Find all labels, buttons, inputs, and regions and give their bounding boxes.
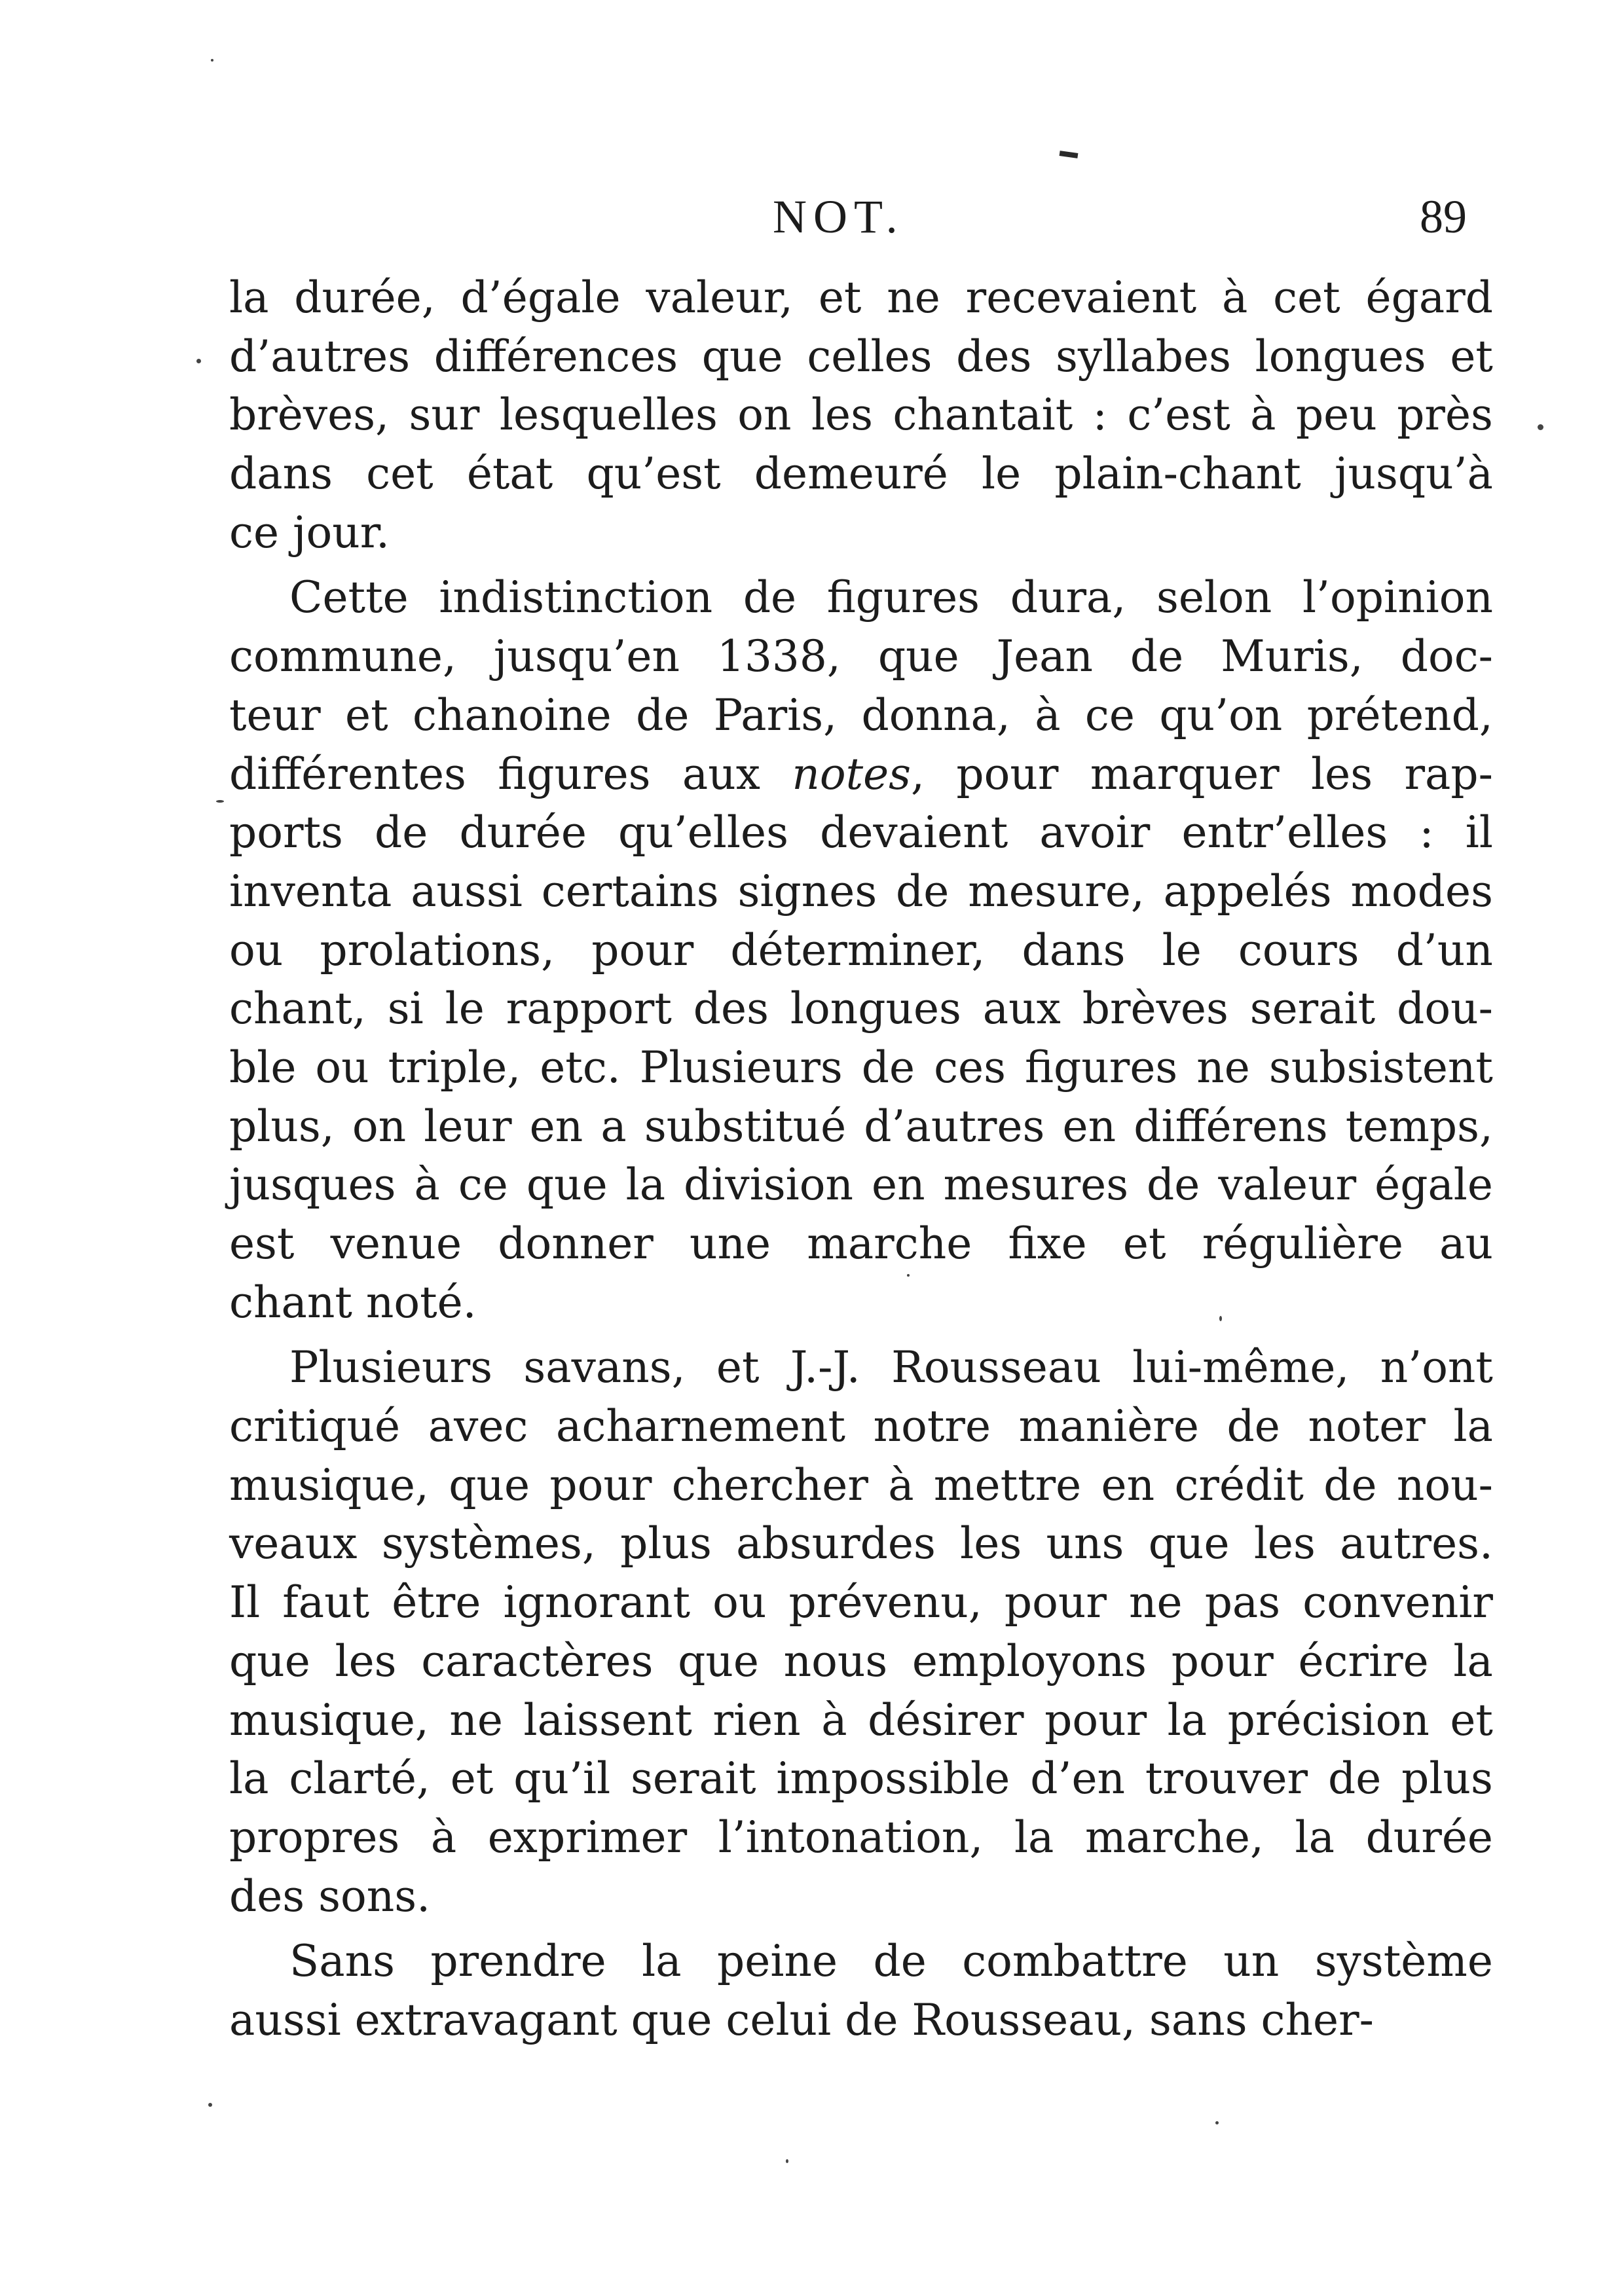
text-line xyxy=(229,1397,1493,1456)
text-line xyxy=(229,1573,1493,1632)
word: chant, xyxy=(229,983,366,1034)
word: plus xyxy=(1401,1753,1493,1804)
word: et xyxy=(1450,1694,1493,1745)
word: propres xyxy=(229,1812,400,1863)
word: la xyxy=(1014,1812,1054,1863)
word: doc- xyxy=(1400,631,1493,682)
word: de xyxy=(896,866,950,917)
word: le xyxy=(1162,924,1202,975)
word: dou- xyxy=(1397,983,1493,1034)
paper-speck xyxy=(786,2159,788,2163)
word: cet xyxy=(366,448,434,500)
word: chantait xyxy=(893,390,1073,441)
word: désirer xyxy=(868,1694,1024,1745)
word: serait xyxy=(631,1753,756,1804)
word: certains xyxy=(541,866,719,917)
word: et xyxy=(818,272,862,323)
word: l’intonation, xyxy=(718,1812,984,1863)
word: l’opinion xyxy=(1302,572,1493,623)
word: d’autres xyxy=(229,331,411,382)
word: ou xyxy=(315,1042,369,1093)
text-line xyxy=(229,803,1493,862)
word: à xyxy=(888,1459,914,1510)
text-line xyxy=(229,327,1493,386)
word: devaient xyxy=(820,807,1008,858)
word: brèves xyxy=(1082,983,1228,1034)
word: caractères xyxy=(421,1635,654,1686)
word: trouver xyxy=(1145,1753,1308,1804)
paper-speck xyxy=(211,59,213,62)
word: est xyxy=(229,1218,295,1269)
text-line xyxy=(229,1514,1493,1573)
word: brèves, xyxy=(229,390,390,441)
word: la xyxy=(1295,1812,1335,1863)
word: que xyxy=(678,1635,759,1686)
word: et xyxy=(1122,1218,1166,1269)
word: la xyxy=(642,1936,682,1987)
word: il xyxy=(1465,807,1493,858)
word: que xyxy=(449,1459,530,1510)
word: inventa xyxy=(229,866,392,917)
text-line xyxy=(229,1156,1493,1214)
word: Muris, xyxy=(1221,631,1363,682)
word: différens xyxy=(1134,1101,1328,1152)
text-line xyxy=(229,1808,1493,1867)
word: que xyxy=(229,1635,310,1686)
word: chanoine xyxy=(412,689,612,740)
text-line xyxy=(229,1097,1493,1156)
word: mesure, xyxy=(968,866,1145,917)
word: ces xyxy=(934,1042,1006,1093)
word: la xyxy=(1453,1635,1493,1686)
paper-speck xyxy=(208,2103,212,2107)
word: impossible xyxy=(776,1753,1010,1804)
word: si xyxy=(387,983,424,1034)
word: différences xyxy=(434,331,678,382)
paper-speck xyxy=(1538,424,1543,430)
word: de xyxy=(1130,631,1184,682)
word: venue xyxy=(330,1218,462,1269)
word: Sans xyxy=(289,1936,395,1987)
word: musique, xyxy=(229,1459,429,1510)
text-line xyxy=(229,1632,1493,1691)
word: de xyxy=(861,1042,915,1093)
word: nou- xyxy=(1396,1459,1493,1510)
word: fixe xyxy=(1008,1218,1087,1269)
word: combattre xyxy=(962,1936,1188,1987)
text-line xyxy=(229,1932,1493,1991)
word: division xyxy=(684,1159,854,1211)
word: indistinction xyxy=(439,572,713,623)
word: systèmes, xyxy=(381,1518,596,1569)
word: dura, xyxy=(1010,572,1126,623)
word: entr’elles xyxy=(1181,807,1388,858)
word: c’est xyxy=(1127,390,1230,441)
word: pour xyxy=(1044,1694,1147,1745)
word: que xyxy=(1148,1518,1230,1569)
paper-speck xyxy=(907,1274,910,1277)
word: des xyxy=(956,331,1032,382)
word: leur xyxy=(424,1101,512,1152)
word: : xyxy=(1092,390,1107,441)
text-line xyxy=(229,568,1493,627)
word: écrire xyxy=(1298,1635,1429,1686)
word: commune, xyxy=(229,631,456,682)
word: ce xyxy=(458,1159,508,1211)
word: ne xyxy=(887,272,940,323)
text-line xyxy=(229,386,1493,445)
word: pour xyxy=(1171,1635,1274,1686)
word: donna, xyxy=(861,689,1010,740)
word: un xyxy=(1223,1936,1280,1987)
word: Jean xyxy=(996,631,1093,682)
word: 1338, xyxy=(716,631,841,682)
word: de xyxy=(1323,1459,1377,1510)
text-line xyxy=(229,1214,1493,1273)
word: d’en xyxy=(1030,1753,1126,1804)
word: rien xyxy=(712,1694,801,1745)
paragraph-gap xyxy=(229,562,1493,568)
word: lesquelles xyxy=(499,390,718,441)
word: les xyxy=(1253,1518,1316,1569)
word: cet xyxy=(1273,272,1340,323)
word: sur xyxy=(409,390,480,441)
word: prendre xyxy=(430,1936,606,1987)
word: dans xyxy=(229,448,333,500)
text-line xyxy=(229,627,1493,686)
text-line xyxy=(229,1338,1493,1397)
word: de xyxy=(1227,1401,1280,1452)
word: figures xyxy=(498,748,651,799)
word: des xyxy=(693,983,769,1034)
word: qu’est xyxy=(586,448,721,500)
word: Plusieurs xyxy=(639,1042,843,1093)
word: ne xyxy=(1196,1042,1250,1093)
word: on xyxy=(352,1101,407,1152)
word: durée xyxy=(459,807,587,858)
paper-speck xyxy=(1215,2121,1219,2124)
word: de xyxy=(873,1936,927,1987)
word: dans xyxy=(1022,924,1126,975)
word: avec xyxy=(428,1401,528,1452)
word: à xyxy=(1035,689,1061,740)
word: et xyxy=(716,1342,760,1393)
word: à xyxy=(430,1812,457,1863)
word: valeur, xyxy=(646,272,794,323)
word: autres. xyxy=(1340,1518,1493,1569)
word: absurdes xyxy=(736,1518,936,1569)
text-line: chant noté. xyxy=(229,1277,477,1328)
word: aux xyxy=(682,748,760,799)
text-line xyxy=(229,1691,1493,1750)
text-line xyxy=(229,268,1493,327)
paper-speck xyxy=(196,359,201,363)
word: laissent xyxy=(523,1694,692,1745)
word: en xyxy=(872,1159,925,1211)
word: état xyxy=(466,448,553,500)
word: ne xyxy=(449,1694,503,1745)
word: une xyxy=(690,1218,771,1269)
word: marche xyxy=(807,1218,972,1269)
word: faut xyxy=(282,1577,370,1628)
word: de xyxy=(743,572,797,623)
word: que xyxy=(701,331,783,382)
word: la xyxy=(1167,1694,1208,1745)
word: la xyxy=(229,272,269,323)
word: etc. xyxy=(540,1042,621,1093)
paper-speck xyxy=(1219,1316,1222,1321)
word: marquer xyxy=(1090,748,1280,799)
text-line xyxy=(229,445,1493,503)
word: plus, xyxy=(229,1101,335,1152)
word: figures xyxy=(826,572,980,623)
word: en xyxy=(1101,1459,1155,1510)
word: la xyxy=(625,1159,666,1211)
word: manière xyxy=(1018,1401,1199,1452)
word: longues xyxy=(790,983,961,1034)
word: celles xyxy=(807,331,932,382)
word: Rousseau xyxy=(891,1342,1101,1393)
word: ne xyxy=(1129,1577,1183,1628)
word: appelés xyxy=(1163,866,1332,917)
word: Il xyxy=(229,1577,261,1628)
word: clarté, xyxy=(289,1753,430,1804)
word: qu’elles xyxy=(618,807,788,858)
word: figures xyxy=(1025,1042,1178,1093)
word: de xyxy=(636,689,690,740)
word: aux xyxy=(982,983,1061,1034)
word: acharnement xyxy=(556,1401,845,1452)
word: prolations, xyxy=(320,924,555,975)
word: être xyxy=(392,1577,481,1628)
word: exprimer xyxy=(487,1812,688,1863)
word: différentes xyxy=(229,748,466,799)
word: à xyxy=(1221,272,1248,323)
word: signes xyxy=(737,866,877,917)
word: notre xyxy=(873,1401,991,1452)
word: de xyxy=(375,807,428,858)
word: serait xyxy=(1249,983,1376,1034)
word: la xyxy=(229,1753,269,1804)
word: jusqu’à xyxy=(1335,448,1493,500)
word: aussi xyxy=(411,866,523,917)
word: nous xyxy=(783,1635,888,1686)
word: de xyxy=(1327,1753,1382,1804)
word: que xyxy=(877,631,959,682)
word: on xyxy=(737,390,792,441)
word: longues xyxy=(1255,331,1426,382)
word: avoir xyxy=(1039,807,1151,858)
word: durée xyxy=(1365,1812,1493,1863)
text-body xyxy=(229,268,1493,2050)
paragraph-gap xyxy=(229,1332,1493,1338)
word: et xyxy=(1450,331,1493,382)
word: lui-même, xyxy=(1132,1342,1350,1393)
word: qu’on xyxy=(1159,689,1283,740)
word: pour xyxy=(956,748,1059,799)
word: peu xyxy=(1295,390,1377,441)
word: et xyxy=(345,689,388,740)
word: ce xyxy=(1084,689,1135,740)
word: recevaient xyxy=(965,272,1197,323)
word: ou xyxy=(712,1577,767,1628)
word: à xyxy=(821,1694,847,1745)
word: crédit xyxy=(1174,1459,1304,1510)
text-line xyxy=(229,745,1493,804)
word: n’ont xyxy=(1380,1342,1493,1393)
word: les xyxy=(811,390,873,441)
word: régulière xyxy=(1202,1218,1403,1269)
text-line xyxy=(229,979,1493,1038)
word: substitué xyxy=(644,1101,847,1152)
word: au xyxy=(1439,1218,1493,1269)
text-line xyxy=(229,686,1493,745)
word: le xyxy=(982,448,1022,500)
word: notes, xyxy=(792,748,925,799)
text-line: des sons. xyxy=(229,1870,431,1922)
word: mettre xyxy=(933,1459,1082,1510)
word: pour xyxy=(549,1459,652,1510)
word: savans, xyxy=(523,1342,686,1393)
word: uns xyxy=(1046,1518,1124,1569)
word: Paris, xyxy=(713,689,838,740)
word: temps, xyxy=(1345,1101,1493,1152)
word: noter xyxy=(1308,1401,1426,1452)
word: égard xyxy=(1365,272,1493,323)
word: de xyxy=(1147,1159,1200,1211)
word: pas xyxy=(1204,1577,1281,1628)
word: précision xyxy=(1227,1694,1430,1745)
word: chercher xyxy=(671,1459,868,1510)
text-line xyxy=(229,1456,1493,1515)
word: syllabes xyxy=(1056,331,1231,382)
word: veaux xyxy=(229,1518,358,1569)
text-line: ce jour. xyxy=(229,507,390,558)
word: plus xyxy=(620,1518,712,1569)
word: d’autres xyxy=(864,1101,1045,1152)
running-head: NOT. xyxy=(773,191,904,243)
paper-speck xyxy=(216,800,224,803)
word: près xyxy=(1397,390,1493,441)
word: critiqué xyxy=(229,1401,401,1452)
text-line xyxy=(229,921,1493,980)
word: le xyxy=(445,983,485,1034)
word: cours xyxy=(1238,924,1359,975)
ink-mark xyxy=(1060,151,1079,158)
word: jusques xyxy=(229,1159,396,1211)
text-line: aussi extravagant que celui de Rousseau, sans cher- xyxy=(229,1994,1374,2045)
word: prétend, xyxy=(1306,689,1493,740)
word: donner xyxy=(498,1218,654,1269)
word: prévenu, xyxy=(788,1577,982,1628)
text-line xyxy=(229,862,1493,921)
word: à xyxy=(414,1159,440,1211)
word: ports xyxy=(229,807,343,858)
word: pour xyxy=(591,924,694,975)
word: en xyxy=(529,1101,583,1152)
word: jusqu’en xyxy=(493,631,680,682)
text-line xyxy=(229,1749,1493,1808)
word: déterminer, xyxy=(730,924,986,975)
word: en xyxy=(1062,1101,1116,1152)
paragraph-gap xyxy=(229,1925,1493,1932)
word: à xyxy=(1250,390,1276,441)
word: la xyxy=(1453,1401,1493,1452)
word: ignorant xyxy=(503,1577,691,1628)
word: qu’il xyxy=(513,1753,611,1804)
word: que xyxy=(526,1159,608,1211)
word: durée, xyxy=(294,272,435,323)
word: mesures xyxy=(943,1159,1129,1211)
word: plain-chant xyxy=(1054,448,1301,500)
word: musique, xyxy=(229,1694,429,1745)
word: demeuré xyxy=(754,448,948,500)
word: rap- xyxy=(1404,748,1493,799)
word: peine xyxy=(717,1936,838,1987)
word: : xyxy=(1419,807,1434,858)
page-number: 89 xyxy=(1420,191,1467,243)
word: ble xyxy=(229,1042,297,1093)
word: les xyxy=(335,1635,397,1686)
word: pour xyxy=(1004,1577,1107,1628)
word: Plusieurs xyxy=(289,1342,492,1393)
word: les xyxy=(1311,748,1373,799)
word: teur xyxy=(229,689,321,740)
word: modes xyxy=(1350,866,1493,917)
word: et xyxy=(450,1753,494,1804)
word: J.-J. xyxy=(790,1342,860,1393)
word: marche, xyxy=(1084,1812,1264,1863)
word: rapport xyxy=(506,983,672,1034)
text-line xyxy=(229,1038,1493,1097)
word: a xyxy=(600,1101,627,1152)
word: d’un xyxy=(1395,924,1493,975)
word: égale xyxy=(1375,1159,1493,1211)
word: Cette xyxy=(289,572,409,623)
word: d’égale xyxy=(460,272,621,323)
word: valeur xyxy=(1218,1159,1357,1211)
word: convenir xyxy=(1302,1577,1493,1628)
word: subsistent xyxy=(1268,1042,1493,1093)
word: employons xyxy=(912,1635,1147,1686)
word: selon xyxy=(1156,572,1272,623)
word: les xyxy=(960,1518,1022,1569)
word: ou xyxy=(229,924,284,975)
word: triple, xyxy=(388,1042,521,1093)
word: système xyxy=(1314,1936,1493,1987)
